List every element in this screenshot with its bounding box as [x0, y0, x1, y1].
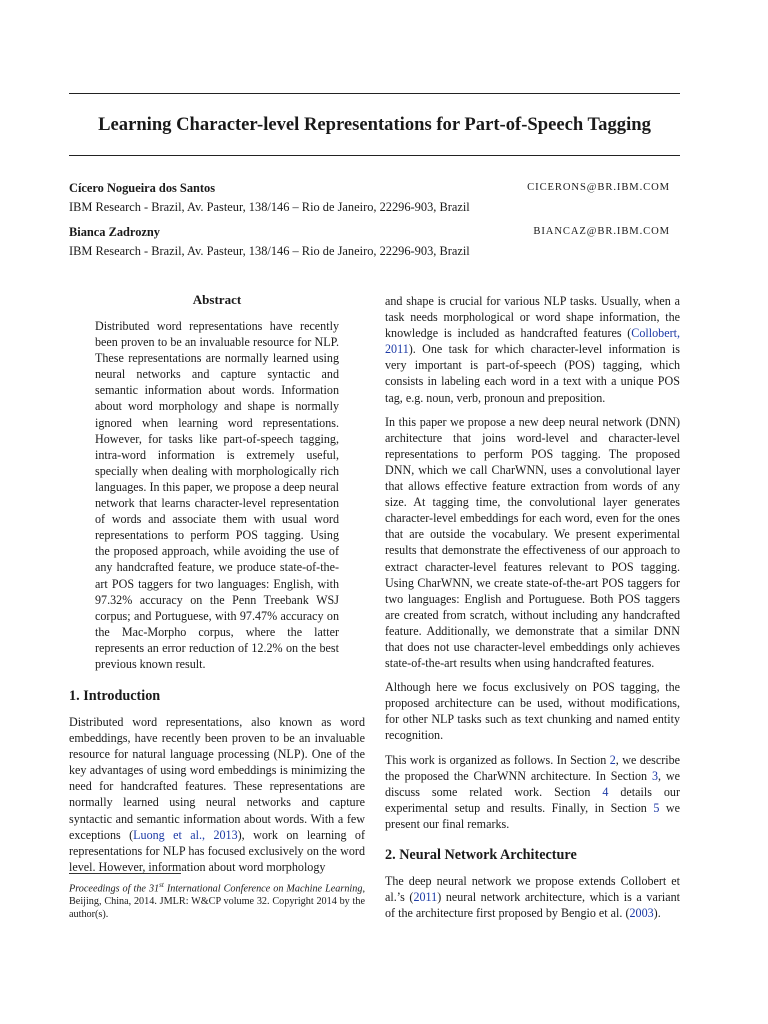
citation-link[interactable]: Luong et al., 2013 [133, 827, 238, 842]
author-name-1: Cícero Nogueira dos Santos [69, 181, 216, 195]
architecture-paragraph: The deep neural network we propose extends Collobert et al.’s (2011) neural network architecture, which is a variant of the architecture first proposed by Bengio et al. (2003). [385, 874, 680, 921]
right-paragraph-4: This work is organized as follows. In Section 2, we describe the proposed the CharWNN architecture. In Section 3, we discuss some related work. Section 4 details our experimental setup and results. Finally, in Section 5 we present our final remarks. [385, 752, 680, 831]
intro-left-column [69, 714, 365, 875]
top-rule [69, 93, 680, 94]
right-paragraph-1: and shape is crucial for various NLP tasks. Usually, when a task needs morphological or word shape information, the knowledge is included as handcrafted features (Collobert, 2011). One task for which character-level information is very important is part-of-speech (POS) tagging, which consists in labeling each word in a text with a unique POS tag, e.g. noun, verb, pronoun and preposition. [385, 294, 680, 405]
author-affiliation-1: IBM Research - Brazil, Av. Pasteur, 138/146 – Rio de Janeiro, 22296-903, Brazil [69, 200, 470, 214]
footnote: Proceedings of the 31st International Conference on Machine Learning, Beijing, China, 2014. JMLR: W&CP volume 32. Copyright 2014 by the author(s). [69, 881, 365, 921]
abstract-heading: Abstract [192, 292, 242, 307]
section-heading-introduction: 1. Introduction [69, 688, 161, 704]
paper-title: Learning Character-level Representations for Part-of-Speech Tagging [98, 114, 651, 135]
author-email-1[interactable]: CICERONS@BR.IBM.COM [527, 182, 670, 193]
section-ref-link[interactable]: 3 [651, 768, 658, 783]
section-heading-architecture: 2. Neural Network Architecture [385, 847, 577, 863]
section-ref-link[interactable]: 2 [609, 752, 616, 767]
title-bottom-rule [69, 155, 680, 156]
author-email-2[interactable]: BIANCAZ@BR.IBM.COM [533, 226, 670, 237]
architecture-column [385, 873, 680, 921]
section-ref-link[interactable]: 5 [653, 800, 660, 815]
right-paragraph-2: In this paper we propose a new deep neural network (DNN) architecture that joins word-level and character-level representations to perform POS tagging. The proposed DNN, which we call CharWNN, uses a convolutional layer that allows effective feature extraction from words of any size. At tagging time, the convolutional layer generates character-level embeddings for each word, even for the ones that are outside the vocabulary. We present experimental results that demonstrate the effectiveness of our approach to extract character-level features relevant to POS tagging. Using CharWNN, we create state-of-the-art POS taggers for two languages: English and Portuguese. Both POS taggers are created from scratch, without including any handcrafted feature. Additionally, we demonstrate that a similar DNN that does not use character-level embeddings only achieves state-of-the-art results when using handcrafted features. [385, 414, 680, 671]
citation-link[interactable]: 2003 [629, 906, 654, 921]
author-name-2: Bianca Zadrozny [69, 225, 160, 239]
footnote-rule [69, 873, 181, 874]
citation-link[interactable]: 2011 [413, 890, 438, 905]
intro-paragraph: Distributed word representations, also known as word embeddings, have recently been proven to be an invaluable resource for natural language processing (NLP). One of the key advantages of using word embeddings is minimizing the need for handcrafted features. These representations are normally learned using neural networks and capture syntactic and semantic information about words. With a few exceptions (Luong et al., 2013), work on learning of representations for NLP has focused exclusively on the word level. However, information about word morphology [69, 715, 365, 874]
abstract-text: Distributed word representations have recently been proven to be an invaluable resource for NLP. These representations are normally learned using neural networks and capture syntactic and semantic information about words. Information about word morphology and shape is normally ignored when learning word representations. However, for tasks like part-of-speech tagging, intra-word information is extremely useful, specially when dealing with morphologically rich languages. In this paper, we propose a deep neural network that learns character-level representation of words and associate them with usual word representations to perform POS tagging. Using the proposed approach, while avoiding the use of any handcrafted feature, we produce state-of-the-art POS taggers for two languages: English, with 97.32% accuracy on the Penn Treebank WSJ corpus; and Portuguese, with 97.47% accuracy on the Mac-Morpho corpus, where the latter represents an error reduction of 12.2% on the best previous known result. [95, 319, 339, 671]
right-paragraph-3: Although here we focus exclusively on POS tagging, the proposed architecture can be used, without modifications, for other NLP tasks such as text chunking and named entity recognition. [385, 680, 680, 743]
right-column [385, 293, 680, 832]
citation-link[interactable]: Collobert, 2011 [385, 326, 680, 357]
author-affiliation-2: IBM Research - Brazil, Av. Pasteur, 138/146 – Rio de Janeiro, 22296-903, Brazil [69, 244, 470, 258]
section-ref-link[interactable]: 4 [602, 784, 609, 799]
